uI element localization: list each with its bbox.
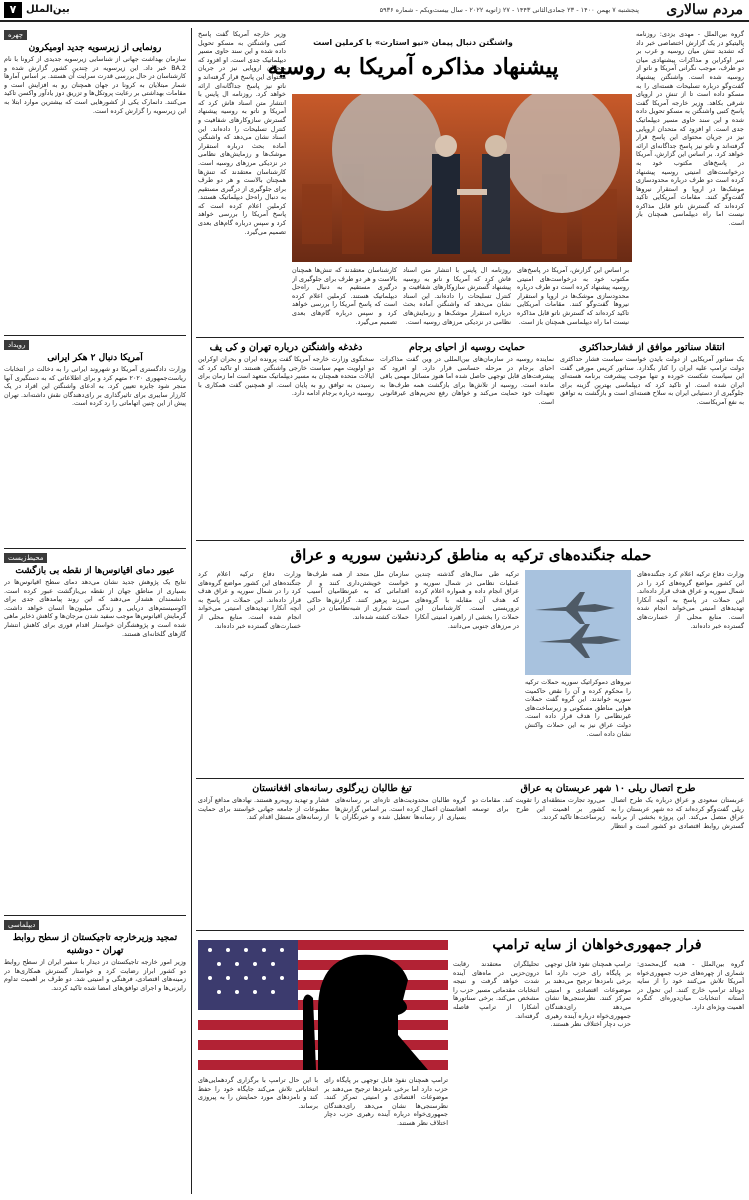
jets-photo [525,570,631,675]
sidebar-body-4: وزیر امور خارجه تاجیکستان در دیدار با سفیر ایران از سطح روابط دو کشور ابراز رضایت کرد و خواستار گسترش همکاری‌ها در زمینه‌های اقتصادی، فرهنگی و امنیتی شد. دو طرف بر اهمیت تداوم رایزنی‌ها و اجرای توافق‌های امضا شده تاکید کردند. [4,958,186,992]
turkey-body-2: نیروهای دموکراتیک سوریه حملات ترکیه را محکوم کرده و آن را نقض حاکمیت سوریه خواندند. این گروه گفت حملات هوایی مناطق مسکونی و زیرساخت‌های غیرنظامی را هدف قرار داده است. دولت عراق نیز به این حملات واکنش نشان داده است. [525,678,631,738]
sidebar-body-1: سازمان بهداشت جهانی از شناسایی زیرسویه جدیدی از کرونا با نام BA.2 خبر داد. این زیرسویه در چندین کشور گزارش شده و کارشناسان در حال بررسی قدرت سرایت آن هستند. بر اساس آمارها شمار مبتلایان به کرونا در جهان همچنان رو به افزایش است و مقامات بهداشتی بر رعایت پروتکل‌ها و تزریق دوز یادآور واکسن تاکید می‌کنند. دانمارک یکی از کشورهایی است که بیشترین موارد ابتلا به این زیرسویه را گزارش کرده است. [4,55,186,115]
turkey-headline: حمله جنگنده‌های ترکیه به مناطق کردنشین سوریه و عراق [290,546,652,564]
lead-headline: پیشنهاد مذاکره آمریکا به روسیه [267,54,559,80]
lead-body-c1: کارشناسان معتقدند که تنش‌ها همچنان بالاست و هر دو طرف برای جلوگیری از درگیری مستقیم به دنبال راه‌حل دیپلماتیک هستند. کرملین اعلام کرده است که پاسخ آمریکا را بررسی خواهد کرد و سپس درباره گام‌های بعدی تصمیم می‌گیرد. [292,266,397,326]
column-divider [191,28,192,1194]
lead-intro: گروه بین‌الملل - مهدی یزدی: روزنامه پالیتیکو در یک گزارش اختصاصی خبر داد که تشدید تنش میان روسیه و غرب بر سر اوکراین و مذاکرات پیشنهادی میان دو طرف، موجب نگرانی آمریکا و ناتو از روسیه شده است. واشنگتن پیشنهاد گفت‌وگو درباره تسلیحات هسته‌ای را به مسکو داده است تا از تنش در اروپای شرقی بکاهد. وزیر خارجه آمریکا گفت پاسخ کتبی واشنگتن به مسکو تحویل داده شده و این سند حاوی مسیر دیپلماتیک جدی است. او افزود که متحدان اروپایی نیز در جریان محتوای این پاسخ قرار گرفته‌اند و ناتو نیز پاسخ جداگانه‌ای ارائه خواهد کرد. بر اساس این گزارش، آمریکا در پاسخ‌های مکتوب خود به درخواست‌های امنیتی روسیه پیشنهاد کرده است دو طرف درباره محدودسازی موشک‌ها در اروپا و استقرار نیروها گفت‌وگو کنند. مقامات آمریکایی تاکید کرده‌اند که گسترش ناتو قابل مذاکره نیست اما راه دیپلماسی همچنان باز است. [636,30,744,228]
sub-article-1-title: انتقاد سناتور موافق از فشارحداکثری [579,342,725,353]
sub-article-2-title: حمایت روسیه از احیای برجام [408,342,526,353]
sidebar-body-2: وزارت دادگستری آمریکا دو شهروند ایرانی را به دخالت در انتخابات ریاست‌جمهوری ۲۰۲۰ متهم کرد و برای اطلاعاتی که به دستگیری آنها منجر شود جایزه تعیین کرد. به ادعای واشنگتن این افراد در یک کارزار سایبری برای تاثیرگذاری بر رای‌دهندگان نقش داشته‌اند. تهران پیش از این چنین اتهاماتی را رد کرده است. [4,365,186,408]
sub-article-3-body: سخنگوی وزارت خارجه آمریکا گفت پرونده ایران و بحران اوکراین دو اولویت مهم سیاست خارجی واشنگتن هستند. او تاکید کرد که ایالات متحده همچنان به مسیر دیپلماتیک متعهد است اما زمان برای رسیدن به توافق رو به پایان است. او همچنین گفت همکاری با روسیه درباره برجام ادامه دارد. [198,355,374,398]
turkey-body-3: ترکیه طی سال‌های گذشته چندین عملیات نظامی در شمال سوریه و عراق انجام داده و همواره اعلام کرده که هدف آن مقابله با گروه‌های تروریستی است. کارشناسان این حملات را بخشی از راهبرد امنیتی آنکارا در مرزهای جنوبی می‌دانند. [415,570,519,630]
turkey-body-4: سازمان ملل متحد از همه طرف‌ها خواست خویشتن‌داری کنند و از اقداماتی که به غیرنظامیان آسیب می‌زند پرهیز کنند. گزارش‌ها حاکی است شماری از شبه‌نظامیان در این حملات کشته شده‌اند. [307,570,409,621]
divider [196,778,744,779]
trump-body-2: ترامپ همچنان نفوذ قابل توجهی بر پایگاه رای حزب دارد اما برخی نامزدها ترجیح می‌دهند بر موضوعات اقتصادی و امنیتی تمرکز کنند. نظرسنجی‌ها نشان می‌دهد رای‌دهندگان جمهوری‌خواه درباره آینده رهبری حزب دچار اختلاف نظر هستند. [545,960,631,1029]
trump-headline: فرار جمهوری‌خواهان از سایه ترامپ [492,937,702,953]
newspaper-logo: مردم سالاری [666,2,743,18]
divider [196,540,744,541]
sidebar-item-1 [4,30,186,320]
sidebar-title-3: عبور دمای اقیانوس‌ها از نقطه بی بازگشت [15,566,175,576]
sub-article-2-body: نماینده روسیه در سازمان‌های بین‌المللی در وین گفت مذاکرات احیای برجام در مرحله حساسی قرار دارد. او افزود که پیشرفت‌های قابل توجهی حاصل شده اما هنوز مسائل مهمی باقی مانده است. روسیه از تلاش‌ها برای بازگشت همه طرف‌ها به تعهدات خود حمایت می‌کند و خواهان رفع تحریم‌های غیرقانونی است. [380,355,554,406]
lead-photo [292,94,632,262]
page-number: ۷ [4,2,22,18]
sub-article-3 [198,341,374,545]
section-name: بین‌الملل [26,4,70,15]
trump-body-5: ترامپ همچنان نفوذ قابل توجهی بر پایگاه رای حزب دارد اما برخی نامزدها ترجیح می‌دهند بر موضوعات اقتصادی و امنیتی تمرکز کنند. نظرسنجی‌ها نشان می‌دهد رای‌دهندگان جمهوری‌خواه درباره آینده رهبری حزب دچار اختلاف نظر هستند. [324,1076,448,1127]
sub-article-1-body: یک سناتور آمریکایی از دولت بایدن خواست سیاست فشار حداکثری دولت ترامپ علیه ایران را کنار بگذارد. سناتور کریس مورفی گفت این سیاست شکست خورده و تنها موجب پیشرفت برنامه هسته‌ای ایران شده است. او تاکید کرد که دیپلماسی بهترین گزینه برای جلوگیری از دستیابی ایران به سلاح هسته‌ای است و بازگشت به توافق به نفع آمریکاست. [560,355,744,406]
sidebar-tag-1: چهره [4,30,27,40]
sidebar-tag-3: محیط‌زیست [4,553,47,563]
divider [4,548,186,549]
divider [4,335,186,336]
taliban-media-body: گروه طالبان محدودیت‌های تازه‌ای بر رسانه‌های افغانستان اعمال کرده است. بر اساس گزارش‌ها بسیاری از رسانه‌ها تعطیل شده و خبرنگاران با فشار و تهدید روبه‌رو هستند. نهادهای مدافع آزادی مطبوعات از جامعه جهانی خواستند برای حمایت از رسانه‌های مستقل اقدام کند. [198,796,466,822]
saudi-rail-article [472,782,744,924]
taliban-media-title: تیغ طالبان زیرگلوی رسانه‌های افغانستان [252,783,412,794]
sub-article-3-title: دغدغه واشنگتن درباره تهران و کی یف [209,342,363,353]
taliban-media-article [198,782,466,924]
dateline: پنجشنبه ۷ بهمن ۱۴۰۰ - ۲۳ جمادی‌الثانی ۱۴۴۳ - ۲۷ ژانویه ۲۰۲۲ - سال بیست‌ویکم - شماره ۵۹۳۶ [379,6,639,14]
sub-article-1 [560,341,744,545]
flag-trump-illustration [198,940,448,1070]
lead-body-left: وزیر خارجه آمریکا گفت پاسخ کتبی واشنگتن به مسکو تحویل داده شده و این سند حاوی مسیر دیپلماتیک جدی است. او افزود که متحدان اروپایی نیز در جریان محتوای این پاسخ قرار گرفته‌اند و ناتو نیز پاسخ جداگانه‌ای ارائه خواهد کرد. روزنامه ال پایس با انتشار متن اسناد فاش کرد که آمریکا و ناتو به روسیه پیشنهاد گسترش سازوکارهای شفافیت و کنترل تسلیحات را داده‌اند. این اسناد نشان می‌دهد که واشنگتن آماده بحث درباره استقرار موشک‌ها و رزمایش‌های نظامی در نزدیکی مرزهای روسیه است. کارشناسان معتقدند که تنش‌ها همچنان بالاست و هر دو طرف برای جلوگیری از درگیری مستقیم به دنبال راه‌حل دیپلماتیک هستند. کرملین اعلام کرده است که پاسخ آمریکا را بررسی خواهد کرد و سپس درباره گام‌های بعدی تصمیم می‌گیرد. [198,30,286,236]
lead-body-c3: بر اساس این گزارش، آمریکا در پاسخ‌های مکتوب خود به درخواست‌های امنیتی روسیه پیشنهاد کرده است دو طرف درباره محدودسازی موشک‌ها در اروپا و استقرار نیروها گفت‌وگو کنند. مقامات آمریکایی تاکید کرده‌اند که گسترش ناتو قابل مذاکره نیست اما راه دیپلماسی همچنان باز است. [517,266,629,326]
divider [4,915,186,916]
divider [196,930,744,931]
sidebar-title-2: آمریکا دنبال ۲ هکر ایرانی [47,353,143,363]
trump-body-3: تحلیلگران معتقدند رقابت درون‌حزبی در ماه‌های آینده شدت خواهد گرفت و نتیجه انتخابات مقدماتی مسیر حزب را مشخص می‌کند. برخی سناتورها آشکارا از ترامپ فاصله گرفته‌اند. [453,960,539,1020]
sidebar-title-1: رونمایی از زیرسویه جدید اومیکرون [28,43,162,53]
sidebar-body-3: نتایج یک پژوهش جدید نشان می‌دهد دمای سطح اقیانوس‌ها در بسیاری از مناطق جهان از نقطه بی‌بازگشت عبور کرده است. دانشمندان هشدار می‌دهند که این روند پیامدهای جدی برای اکوسیستم‌های دریایی و زندگی میلیون‌ها انسان خواهد داشت. گرمایش اقیانوس‌ها موجب سفید شدن مرجان‌ها و کاهش ذخایر ماهی شده است و پژوهشگران خواستار اقدام فوری برای کاهش انتشار گازهای گلخانه‌ای هستند. [4,578,186,638]
sidebar-tag-4: دیپلماسی [4,920,39,930]
sub-article-2 [380,341,554,545]
lead-body-c2: روزنامه ال پایس با انتشار متن اسناد فاش کرد که آمریکا و ناتو به روسیه پیشنهاد گسترش سازوکارهای شفافیت و کنترل تسلیحات را داده‌اند. این اسناد نشان می‌دهد که واشنگتن آماده بحث درباره استقرار موشک‌ها و رزمایش‌های نظامی در نزدیکی مرزهای روسیه است. [403,266,511,326]
saudi-rail-title: طرح اتصال ریلی ۱۰ شهر عربستان به عراق [520,783,696,794]
masthead [0,0,749,22]
sidebar-title-4: تمجید وزیرخارجه تاجیکستان از سطح روابط تهران - دوشنبه [12,933,178,956]
trump-body-4: با این حال ترامپ با برگزاری گردهمایی‌های انتخاباتی تلاش می‌کند جایگاه خود را حفظ کند و نامزدهای مورد حمایتش را به پیروزی برساند. [198,1076,318,1110]
turkey-body-1: وزارت دفاع ترکیه اعلام کرد جنگنده‌های این کشور مواضع گروه‌های کرد را در شمال سوریه و عراق هدف قرار داده‌اند. این حملات در پاسخ به آنچه آنکارا تهدیدهای امنیتی می‌خواند انجام شده است. منابع محلی از خسارت‌های گسترده خبر داده‌اند. [637,570,744,630]
trump-body-1: گروه بین‌الملل - هدیه گل‌محمدی: شماری از چهره‌های حزب جمهوری‌خواه آمریکا تلاش می‌کنند خود را از سایه دونالد ترامپ خارج کنند. این تحول در آستانه انتخابات میان‌دوره‌ای کنگره اهمیت ویژه‌ای دارد. [637,960,744,1011]
turkey-body-5: وزارت دفاع ترکیه اعلام کرد جنگنده‌های این کشور مواضع گروه‌های کرد را در شمال سوریه و عراق هدف قرار داده‌اند. این حملات در پاسخ به آنچه آنکارا تهدیدهای امنیتی می‌خواند انجام شده است. منابع محلی از خسارت‌های گسترده خبر داده‌اند. [198,570,301,630]
lead-kicker: واشنگتن دنبال پیمان «نیو استارت» با کرملین است [313,38,513,47]
sidebar-item-2 [4,340,186,540]
divider [196,337,744,338]
saudi-rail-body: عربستان سعودی و عراق درباره یک طرح اتصال ریلی گفت‌وگو کرده‌اند که ده شهر عربستان را به عراق متصل می‌کند. این پروژه بخشی از برنامه گسترش روابط اقتصادی دو کشور است و انتظار می‌رود تجارت منطقه‌ای را تقویت کند. مقامات دو کشور بر اهمیت این طرح برای توسعه زیرساخت‌ها تاکید کردند. [472,796,744,830]
sidebar-item-3 [4,553,186,933]
sidebar-item-4 [4,920,186,1188]
sidebar-tag-2: رویداد [4,340,29,350]
